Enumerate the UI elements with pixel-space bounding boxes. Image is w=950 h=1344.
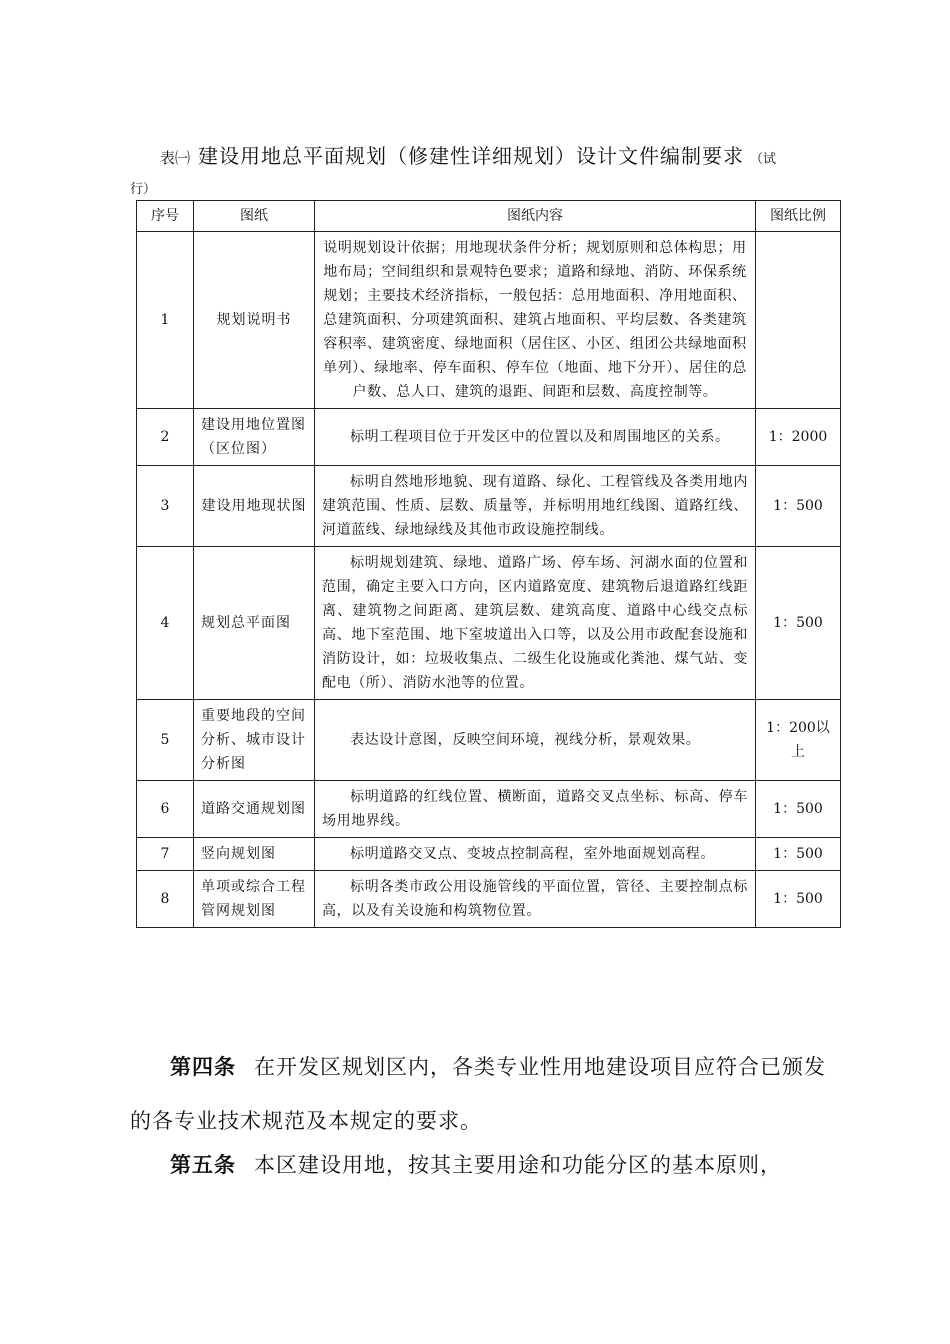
article-four: [130, 1040, 830, 1148]
row-drawing: 建设用地现状图: [194, 466, 315, 547]
header-content: 图纸内容: [315, 201, 756, 232]
row-content: 标明道路交叉点、变坡点控制高程，室外地面规划高程。: [315, 838, 756, 871]
row-no: 7: [137, 838, 194, 871]
requirements-table: [136, 200, 841, 928]
row-drawing: 道路交通规划图: [194, 781, 315, 838]
row-drawing: 竖向规划图: [194, 838, 315, 871]
table-title-suffix-continued: 行）: [130, 182, 157, 197]
article-five: [130, 1138, 830, 1192]
row-drawing: 建设用地位置图（区位图）: [194, 409, 315, 466]
table-title: [160, 140, 840, 169]
row-drawing: 单项或综合工程管网规划图: [194, 871, 315, 928]
header-no: 序号: [137, 201, 194, 232]
row-content: 标明各类市政公用设施管线的平面位置，管径、主要控制点标高，以及有关设施和构筑物位置。: [315, 871, 756, 928]
table-row: [137, 547, 841, 700]
row-drawing: 规划总平面图: [194, 547, 315, 700]
row-no: 2: [137, 409, 194, 466]
row-drawing: 重要地段的空间分析、城市设计分析图: [194, 700, 315, 781]
row-no: 4: [137, 547, 194, 700]
row-scale: 1：500: [756, 838, 841, 871]
row-content: 表达设计意图，反映空间环境，视线分析，景观效果。: [315, 700, 756, 781]
row-no: 8: [137, 871, 194, 928]
table-title-main: 建设用地总平面规划（修建性详细规划）设计文件编制要求: [198, 144, 745, 168]
row-scale: 1：200以上: [756, 700, 841, 781]
header-drawing: 图纸: [194, 201, 315, 232]
row-scale: 1：2000: [756, 409, 841, 466]
row-scale: 1：500: [756, 547, 841, 700]
table-row: [137, 838, 841, 871]
row-content: 标明自然地形地貌、现有道路、绿化、工程管线及各类用地内建筑范围、性质、层数、质量等，并标明用地红线图、道路红线、河道蓝线、绿地绿线及其他市政设施控制线。: [315, 466, 756, 547]
row-no: 3: [137, 466, 194, 547]
table-row: [137, 232, 841, 409]
row-content: 标明道路的红线位置、横断面，道路交叉点坐标、标高、停车场用地界线。: [315, 781, 756, 838]
row-no: 1: [137, 232, 194, 409]
row-content: 说明规划设计依据；用地现状条件分析；规划原则和总体构思；用地布局；空间组织和景观特色要求；道路和绿地、消防、环保系统规划；主要技术经济指标，一般包括：总用地面积、净用地面积、总建筑面积、分项建筑面积、建筑占地面积、平均层数、各类建筑容积率、建筑密度、绿地面积（居住区、小区、组团公共绿地面积单列）、绿地率、停车面积、停车位（地面、地下分开）、居住的总户数、总人口、建筑的退距、间距和层数、高度控制等。: [315, 232, 756, 409]
row-content: 标明工程项目位于开发区中的位置以及和周围地区的关系。: [315, 409, 756, 466]
row-scale: 1：500: [756, 466, 841, 547]
row-content: 标明规划建筑、绿地、道路广场、停车场、河湖水面的位置和范围，确定主要入口方向，区内道路宽度、建筑物后退道路红线距离、建筑物之间距离、建筑层数、建筑高度、道路中心线交点标高、地下室范围、地下室坡道出入口等，以及公用市政配套设施和消防设计，如：垃圾收集点、二级生化设施或化粪池、煤气站、变配电（所）、消防水池等的位置。: [315, 547, 756, 700]
table-title-prefix: 表㈠: [160, 149, 191, 167]
article-four-label: 第四条: [170, 1055, 236, 1079]
header-scale: 图纸比例: [756, 201, 841, 232]
row-scale: 1：500: [756, 781, 841, 838]
table-row: [137, 700, 841, 781]
table-row: [137, 466, 841, 547]
table-row: [137, 409, 841, 466]
article-four-text: 在开发区规划区内，各类专业性用地建设项目应符合已颁发的各专业技术规范及本规定的要求。: [130, 1055, 826, 1133]
table-row: [137, 871, 841, 928]
table-header-row: [137, 201, 841, 232]
table-row: [137, 781, 841, 838]
article-five-label: 第五条: [170, 1153, 236, 1177]
row-no: 6: [137, 781, 194, 838]
row-no: 5: [137, 700, 194, 781]
row-drawing: 规划说明书: [194, 232, 315, 409]
table-title-suffix: （试: [750, 152, 777, 167]
article-five-text: 本区建设用地，按其主要用途和功能分区的基本原则，: [254, 1153, 782, 1177]
row-scale: 1：500: [756, 871, 841, 928]
row-scale: [756, 232, 841, 409]
